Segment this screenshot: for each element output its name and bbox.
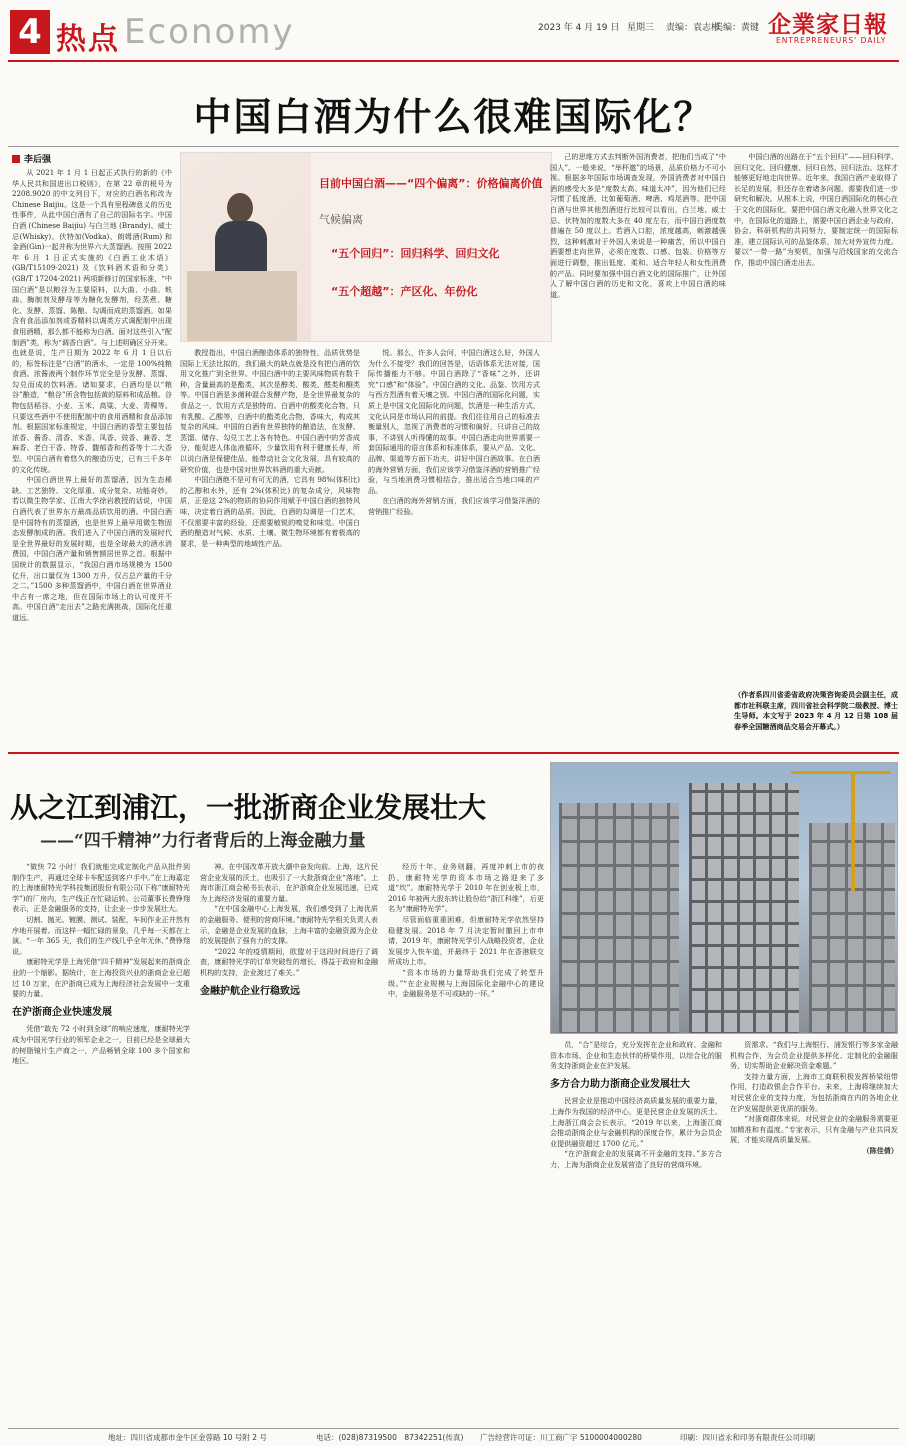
crane-arm — [791, 771, 891, 774]
subheading-zheshang-growth: 在沪浙商企业快速发展 — [12, 1006, 112, 1018]
article1-headline: 中国白酒为什么很难国际化？ — [193, 94, 714, 139]
article1-col1-text: 从 2021 年 1 月 1 日起正式执行的新的《中华人民共和国进出口税则》，在第 22 章的税号为 2208.9020 的中文列目下，对应的白酒名称改为 Chinese Baijiu。这是一个具有里程碑意义的历史性事件，从此中国白酒有了自己的国际名字。中国白酒 (Chinese Baijiu) 与白兰地 (Brandy)、威士忌(Whisky)、伏特加(Vodka)、朗姆酒(Rum) 和金酒(Gin)一起并称为世界六大蒸馏酒。按照 2022 年 6 月 1 日正式实施的《白酒工业术语》(GB/T15109-2021) 及《饮料酒术语和分类》(GB/T 17204-2021) 两项新修订的国家标准，“中国白酒”是以粮谷为主要原料，以大曲、小曲、麸曲、酶制剂及酵母等为糖化发酵剂，经蒸煮、糖化、发酵、蒸馏、陈酿、勾调而成的蒸馏酒。如果含有食品添加剂或香精料以调类方式调配制中出现食用酒精，那么都不能称为白酒。面对这些引入“配制酒”类，称为“调香白酒”。与上述明确区分开来。也就是说，生产日期为 2022 年 6 月 1 日以后的，标签标注是“白酒”的酒水，一定是 100%纯粮食酒。浓酱液两个制作环节完全是分发酵、蒸馏、勾兑而成的饮料酒。诸如要求，白酒均是以“粮谷”酿造，“粮谷”所含物包括黄的原料和成品粮。谷物包括稻谷、小麦、玉米、高粱、大麦、青稞等。只要这些酒中不使用配制中的食用酒精和食品添加剂。根据国家标准规定，中国白酒的香型主要包括浓香、酱香、清香、米香、凤香、豉香、兼香、芝麻香、老白干香、特香、馥郁香和药香等十二大香型。中国白酒有着悠久的酿造历史，已有三千多年的文化传统。 — [12, 168, 172, 474]
article1-headline-rule — [8, 146, 899, 147]
article1-column-3 — [180, 348, 360, 746]
article2-col5c-text: “对浙商群体来说，对民营企业的金融服务需要更加精准和有温度。”专家表示，只有金融与产业共同发展，才能实现高质量发展。 — [730, 1114, 898, 1145]
article2-column-1 — [12, 862, 190, 1422]
article2-col5-text: 资需求。“我们与上海银行、浦发银行等多家金融机构合作，为会员企业提供多样化、定制化的金融服务，切实帮助企业解决资金难题。” — [730, 1040, 898, 1071]
article1-col5-text: 己的思维方式去判断外国消费者，把他们当成了“中国人”。一般来说，“举杯邀”的场景，品质价格力不可小视。根据多年国际市场调查发现，外国消费者对中国白酒的感受大多是“度数太高、味道太冲”，因为他们已经习惯了低度酒，比如葡萄酒、啤酒、鸡尾酒等。把中国白酒与世界其他烈酒进行比较可以看出，白兰地、威士忌、伏特加的度数大多在 40 度左右，而中国白酒度数普遍在 50 度以上。若酒入口腔，浓度越高，刺激越强烈，这种刺激对于外国人来说是一种痛苦，所以中国白酒要想走向世界，必须在度数、口感、包装、价格等方面进行调整，推出低度、柔和、适合年轻人和女性消费的产品。同时要加强中国白酒文化的国际推广，让外国人了解中国白酒的历史和文化，喜欢上中国白酒的味道。 — [550, 152, 726, 299]
section-title-en: Economy — [124, 12, 295, 52]
article2-subheadline: ——“四千精神”力行者背后的上海金融力量 — [40, 831, 366, 851]
header-rule — [8, 60, 899, 62]
article1-column-1 — [12, 168, 172, 746]
byline-marker — [12, 155, 20, 163]
article2-col3b-text: 尽管面临重重困难，但康耐特光学依然坚持稳健发展。2018 年 7 月决定暂时撤回上市申请，2019 年，康耐特光学引入战略投资者，企业发展步入快车道，并最终于 2021 年在香港联交所成功上市。 — [388, 914, 544, 967]
photo-caption-line-3: “五个回归”：回归科学、回归文化 — [331, 247, 500, 260]
footer-phone: 电话：(028)87319500 87342251(传真) — [316, 1433, 464, 1442]
article2-column-5 — [730, 1040, 898, 1422]
section-title-cn: 热点 — [56, 22, 120, 57]
construction-crane — [851, 771, 855, 891]
article2-col4b-text: 民营企业是推动中国经济高质量发展的重要力量，上海作为我国的经济中心，更是民营企业发展的沃土。上海浙江商会会长表示，“2019 年以来，上海浙江商会推动浙商企业与金融机构的深度合作，累计为会员企业提供融资超过 1700 亿元。” — [550, 1096, 722, 1148]
article2-col1d-text: 凭借“敢先 72 小时到全球”的响应速度，康耐特光学成为中国光学行业的领军企业之一，目前已经是全球最大的树脂镜片生产商之一，产品畅销全球 100 多个国家和地区。 — [12, 1024, 190, 1066]
article1-column-6 — [734, 152, 898, 712]
article1-column-4 — [368, 348, 540, 746]
article-divider — [8, 752, 899, 754]
article2-col2-text: 神。在中国改革开放大潮中奋发向前。上海，这片民营企业发展的沃土，也吸引了一大批浙商企业“落地”。上海市浙江商会秘书长表示，在沪浙商企业发展迅速，已成为上海经济发展的重要力量。 — [200, 862, 378, 903]
article2-col3c-text: “资本市场的力量帮助我们完成了转型升级。”“在企业规模与上海国际化金融中心的建设中，金融服务是不可或缺的一环。” — [388, 967, 544, 999]
article2-col1c-text: 康耐特光学是上海凭借“四千精神”发展起来的浙商企业的一个缩影。据统计，在上海投资兴业的浙商企业已超过 10 万家，在沪浙商已成为上海经济社会发展中一支重要的力量。 — [12, 957, 190, 999]
article1-photo — [180, 152, 552, 342]
article1-col6-text: 中国白酒的出路在于“五个回归”——回归科学、回归文化、回归健康、回归自然、回归法治。这样才能够更好地走向世界。近年来，我国白酒产业取得了长足的发展，但还存在着诸多问题，需要我们进一步研究和解决。从根本上说，中国白酒国际化的核心在于文化的国际化，要把中国白酒文化融入世界文化之中，在国际化的道路上，需要中国白酒企业与政府、协会、科研机构的共同努力，要制定统一的国际标准，建立国际认可的品鉴体系，加大对外宣传力度。要以“一带一路”为契机，加强与沿线国家的交流合作，推动中国白酒走出去。 — [734, 152, 898, 267]
masthead-en: ENTREPRENEURS' DAILY — [776, 36, 887, 45]
article1-col3-text: 教授指出，中国白酒酿造体系的独特性，品质优势是国际上无法比拟的，我们最大的缺点就是没有把白酒的饮用文化推广到全世界。中国白酒中的主要风味物质有数千种，含量最高的是酯类，其次是醇类、酸类、醛类和酮类等。中国白酒是多菌种混合发酵产物，是全世界最复杂的食品之一，饮用方式是独特的。白酒中的酸类化合物，只有乳酸、乙酸等，白酒中的酯类化合物，香味大，构成其复杂的风味。中国的白酒有世界独特的酿造法，在发酵、蒸馏、储存、勾兑工艺上各有特色。中国白酒中的芳香成分，能促进人体血液循环，少量饮用有利于健康长寿，所以说白酒是保健佳品，能带动社会文化发展，具有较高的研究价值，也是中国对世界饮料酒的重大贡献。 — [180, 348, 360, 474]
article2-col1-text: “做快 72 小时！我们就能完成定制化产品从批件到制作生产，再通过全球卡车配送到客户手中。”在上海嘉定的上海康耐特光学科技集团股份有限公司(下称“康耐特光学”)的厂房内，生产线正在忙碌运转。公司董事长费铮翔表示，正是金融服务的支持，让企业一步步发展壮大。 — [12, 862, 190, 914]
article1-column-5 — [550, 152, 726, 746]
building-frame-center — [689, 783, 799, 1034]
issue-date: 2023 年 4 月 19 日 — [538, 23, 620, 33]
subheading-finance-support: 金融护航企业行稳致远 — [200, 985, 300, 997]
article2-col5b-text: 支持力量方面，上海市工商联积极发挥桥梁纽带作用，打造政银企合作平台。未来，上海将继续加大对民营企业的支持力度，为包括浙商在内的各地企业在沪发展提供更优质的服务。 — [730, 1071, 898, 1113]
footer-rule — [8, 1428, 899, 1429]
issue-weekday: 星期三 — [627, 23, 655, 33]
photo-caption-line-4: “五个超越”：产区化、年份化 — [331, 285, 478, 298]
footer-printer: 印刷：四川省永和印务有限责任公司印刷 — [680, 1433, 815, 1442]
footer-ad-license: 广告经营许可证：川工商广字 5100004000280 — [480, 1433, 642, 1442]
masthead-logo: 企業家日報 — [768, 11, 888, 38]
article2-col4-text: 员，“合”是综合，充分发挥在企业和政府、金融和资本市场、企业和生态伙伴的桥梁作用，以综合化的服务支持浙商企业在沪发展。 — [550, 1040, 722, 1071]
article1-col2-text: 中国白酒世界上最好的蒸馏酒，因为生态稀缺、工艺独特、文化厚重、成分复杂、功能奇妙。若以微生物学家、江南大学徐岩教授的话说，中国白酒代表了世界东方最高品质饮用的酒。中国白酒是中国特有的蒸馏酒，也是世界上最早用微生物固态发酵制成的酒。我们进入了中国白酒的发展时代是全世界最好的发展时期，也是全球最大的酒水消费国，中国白酒产量和销售额居世界之首。根据中国统计的数据显示，“我国白酒市场规模为 1500 亿升，出口量仅为 1300 万升，仅占总产量的千分之二。”1500 多种蒸馏酒中，中国白酒在世界酒业中占有一席之地，但在国际市场上的认可度并不高。中国白酒“走出去”之路充满挑战，国际化任重道远。 — [12, 475, 172, 622]
author-note: （作者系四川省委省政府决策咨询委员会副主任，成都市社科联主席，四川省社会科学院二级教授、博士生导师。本文写于 2023 年 4 月 12 日第 108 届春季全国糖酒商品交易会开幕式。） — [734, 690, 898, 731]
footer-address: 地址：四川省成都市金牛区金蓉路 10 号附 2 号 — [108, 1433, 267, 1442]
page-number-badge: 4 — [10, 10, 50, 54]
article2-column-2 — [200, 862, 378, 1422]
article2-col2c-text: “2022 年的疫情期间，欧盟对于这段时间进行了调查，康耐特光学的订单突破性的增长，得益于政府和金融机构的支持，企业渡过了难关。” — [200, 946, 378, 977]
designer-credit: 美编：黄键 — [714, 23, 760, 33]
article2-col1b-text: 切割、抛光、镀膜、测试、装配，车间作业正井然有序地开展着。而这样一幅忙碌的景象，几乎每一天都在上演。“一年 365 天，我们的生产线几乎全年无休，”费铮翔说。 — [12, 914, 190, 956]
byline — [12, 152, 51, 165]
photo-caption-line-1: 目前中国白酒——“四个偏离”：价格偏离价值 — [319, 177, 543, 190]
article2-col3-text: 经历十年，业务则翻，再度冲刺上市的夜扔，康耐特光学的资本市场之路迎来了多道“坎”。康耐特光学于 2010 年在创业板上市，2016 年被两大股东转让股份给“浙江科维”，后更名为“康耐特光学”。 — [388, 862, 544, 914]
article1-col3b-text: 中国白酒绝不是可有可无的酒，它具有 98%(体积比) 的乙醇和水外，还有 2%(体积比) 的复杂成分，风味物质，正是这 2%的物质的协同作用赋予中国白酒的独特风味，决定着白酒的品质。因此，白酒的勾调是一门艺术，不仅需要丰富的经验，还需要敏锐的嗅觉和味觉。中国白酒的酿造对气候、水质、土壤、微生物环境都有着极高的要求，是一种典型的地域性产品。 — [180, 475, 360, 548]
article1-col4b-text: 在白酒的海外营销方面，我们应该学习借鉴洋酒的营销推广经验。 — [368, 496, 540, 516]
article2-col2b-text: “在中国金融中心上海发展，我们感受到了上海优质的金融服务、便利的营商环境。”康耐特光学相关负责人表示，金融是企业发展的血脉，上海丰富的金融资源为企业的发展提供了强有力的支撑。 — [200, 904, 378, 946]
photo-caption-line-2: 气候偏离 — [319, 213, 363, 226]
subheading-multi-party: 多方合力助力浙商企业发展壮大 — [550, 1078, 690, 1090]
article2-column-3 — [388, 862, 544, 1422]
editor-credit: 责编：袁志彬 — [666, 23, 721, 33]
article2-column-4 — [550, 1040, 722, 1422]
building-frame-left — [559, 803, 679, 1034]
footer — [8, 1432, 899, 1444]
podium — [187, 271, 297, 342]
article2-col4c-text: “在沪浙商企业的发展离不开金融的支持。”多方合力，上海为浙商企业发展营造了良好的营商环境。 — [550, 1149, 722, 1169]
reporter-credit: （陈佳倩） — [862, 1145, 898, 1155]
page-header — [0, 0, 907, 64]
article2-headline: 从之江到浦江，一批浙商企业发展壮大 — [10, 791, 487, 824]
byline-name: 李后强 — [24, 155, 52, 165]
article1-col4-text: 悦。那么，许多人会问，中国白酒这么好，外国人为什么不接受？我们的回答是，话语体系无法对接，国际传播能力不够。中国白酒除了“香味”之外，还讲究“口感”和“体验”。中国白酒的文化、品鉴、饮用方式与西方烈酒有着天壤之别。中国白酒的国际化问题，实质上是中国文化国际化的问题，饮酒是一种生活方式，文化认同是市场认同的前提。我们往往用自己的标准去衡量别人，忽视了消费者的习惯和偏好，只讲自己的故事，不讲别人听得懂的故事。中国白酒走向世界需要一套国际通用的语言体系和标准体系，要从产品、文化、品牌、渠道等方面下功夫，讲好中国白酒故事。在白酒的海外营销方面，我们应该学习借鉴洋酒的营销推广经验，与当地消费习惯相结合，推出适合当地口味的产品。 — [368, 348, 540, 495]
article2-photo — [550, 762, 898, 1034]
